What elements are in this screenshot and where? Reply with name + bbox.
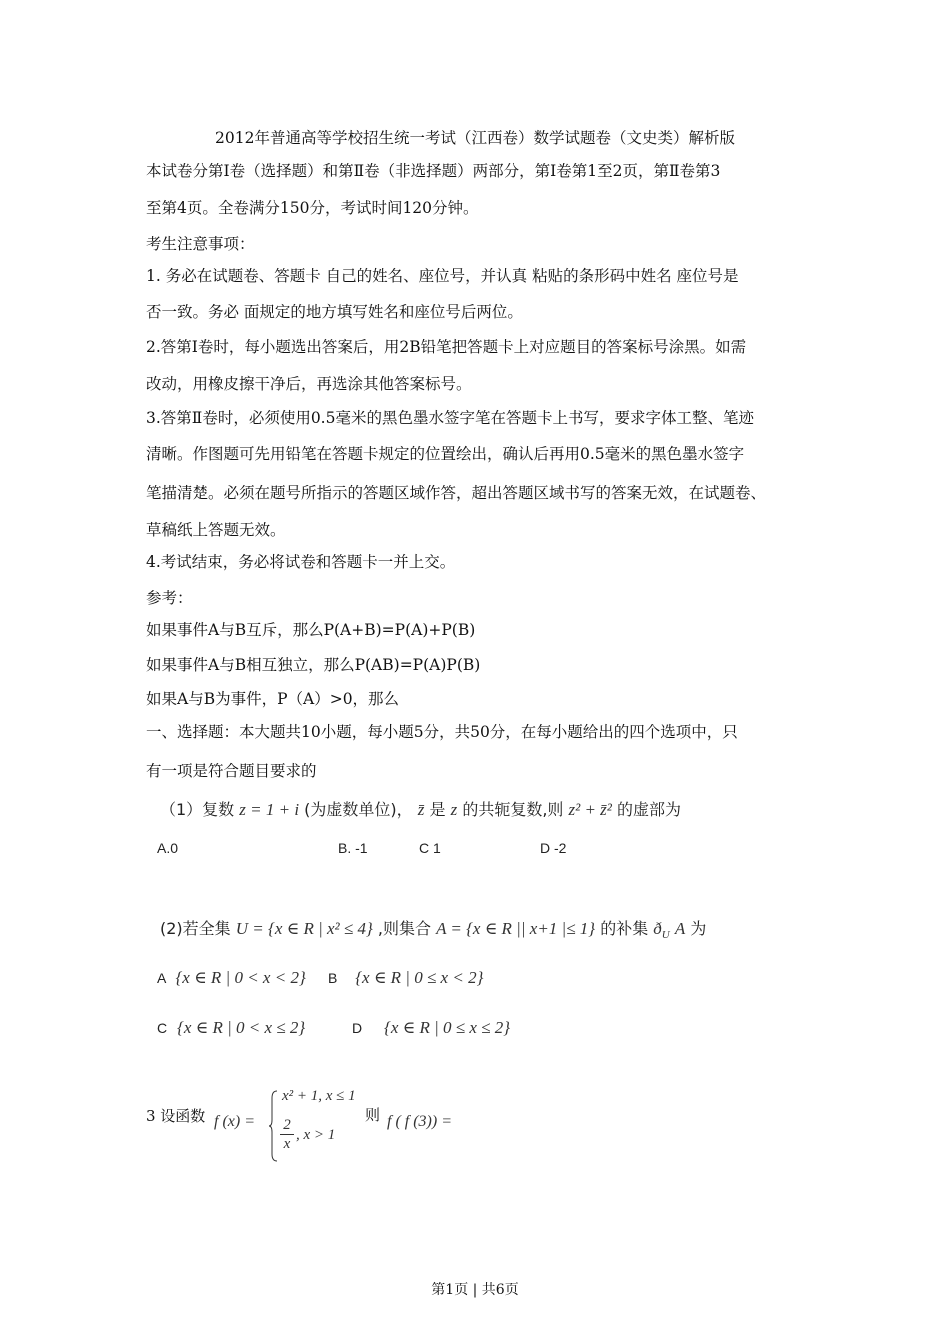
question-2	[160, 916, 706, 941]
q1-suffix: 的虚部为	[617, 800, 682, 819]
q3-then: 则	[365, 1106, 381, 1124]
q2-option-a-set: {x ∈ R | 0 < x < 2}	[175, 968, 306, 987]
q1-note: (为虚数单位)，	[304, 800, 413, 819]
q1-option-a: A.0	[157, 840, 179, 856]
q1-mid: 是	[429, 800, 446, 819]
q1-z-definition: z = 1 + i	[239, 800, 300, 819]
q2-option-c-label: C	[157, 1020, 168, 1036]
intro-line-2: 至第4页。全卷满分150分，考试时间120分钟。	[146, 199, 479, 217]
notice-line: 草稿纸上答题无效。	[146, 521, 286, 539]
q1-option-d: D -2	[540, 840, 567, 856]
q1-mid2: 的共轭复数,则	[462, 800, 564, 819]
q1-z: z	[450, 800, 458, 819]
q2-option-d	[352, 1018, 510, 1038]
reference-line: 如果A与B为事件，P（A）>0，那么	[146, 690, 400, 708]
notice-line: 笔描清楚。必须在题号所指示的答题区域作答，超出答题区域书写的答案无效，在试题卷、	[146, 484, 767, 502]
q2-option-a-label: A	[157, 970, 166, 986]
q1-expression: z² + z̄²	[568, 800, 612, 819]
q3-prefix: 3 设函数	[146, 1107, 206, 1125]
intro-line-1: 本试卷分第Ⅰ卷（选择题）和第Ⅱ卷（非选择题）两部分，第Ⅰ卷第1至2页，第Ⅱ卷第3	[146, 162, 721, 180]
q1-prefix: （1）复数	[160, 800, 235, 819]
q3-case-2-fraction	[280, 1116, 294, 1153]
page-footer: 第1页 | 共6页	[431, 1282, 519, 1298]
q1-zbar: z̄	[417, 800, 425, 819]
q3-case-2-denominator: x	[283, 1136, 291, 1152]
q2-complement-subscript: U	[661, 929, 670, 942]
q2-option-b	[328, 968, 483, 988]
section-heading: 一、选择题：本大题共10小题，每小题5分，共50分，在每小题给出的四个选项中，只	[146, 723, 738, 741]
notice-line: 否一致。务必 面规定的地方填写姓名和座位号后两位。	[146, 303, 523, 321]
q2-u-definition: U = {x ∈ R | x² ≤ 4}	[235, 919, 373, 938]
notice-line: 4.考试结束，务必将试卷和答题卡一并上交。	[146, 553, 456, 571]
q2-option-c	[157, 1018, 305, 1038]
q3-case-2-condition: , x > 1	[296, 1127, 336, 1143]
question-1	[160, 797, 681, 820]
q2-mid: ,则集合	[377, 919, 431, 938]
reference-line: 如果事件A与B相互独立，那么P(AB)=P(A)P(B)	[146, 656, 481, 674]
q3-expression: f ( f (3)) =	[387, 1113, 452, 1130]
notice-heading: 考生注意事项：	[146, 235, 255, 253]
q3-function-lhs: f (x) =	[214, 1113, 255, 1130]
reference-heading: 参考：	[146, 589, 193, 607]
q2-complement-symbol: ð	[653, 919, 662, 938]
notice-line: 清晰。作图题可先用铅笔在答题卡规定的位置绘出，确认后再用0.5毫米的黑色墨水签字	[146, 445, 745, 463]
q2-option-b-label: B	[328, 970, 338, 986]
q2-option-c-set: {x ∈ R | 0 < x ≤ 2}	[177, 1018, 306, 1037]
document-title: 2012年普通高等学校招生统一考试（江西卷）数学试题卷（文史类）解析版	[215, 129, 735, 147]
notice-line: 2.答第Ⅰ卷时，每小题选出答案后，用2B铅笔把答题卡上对应题目的答案标号涂黑。如需	[146, 338, 747, 356]
q2-complement-set: A	[674, 919, 686, 938]
section-heading-cont: 有一项是符合题目要求的	[146, 762, 317, 780]
q3-case-2-numerator: 2	[280, 1116, 294, 1135]
notice-line: 1. 务必在试题卷、答题卡 自己的姓名、座位号，并认真 粘贴的条形码中姓名 座位号是	[146, 267, 739, 285]
notice-line: 3.答第Ⅱ卷时，必须使用0.5毫米的黑色墨水签字笔在答题卡上书写，要求字体工整、笔迹	[146, 409, 754, 427]
q2-prefix: (2)若全集	[160, 919, 231, 938]
q3-piecewise-brace	[268, 1090, 278, 1162]
q2-a-definition: A = {x ∈ R || x+1 |≤ 1}	[436, 919, 596, 938]
q2-option-d-label: D	[352, 1020, 363, 1036]
q2-suffix: 为	[690, 919, 707, 938]
q2-option-b-set: {x ∈ R | 0 ≤ x < 2}	[355, 968, 484, 987]
q2-option-a	[157, 968, 306, 988]
q2-option-d-set: {x ∈ R | 0 ≤ x ≤ 2}	[384, 1018, 511, 1037]
q1-option-b: B. -1	[338, 840, 368, 856]
q1-option-c: C 1	[419, 840, 441, 856]
q2-mid2: 的补集	[600, 919, 649, 938]
reference-line: 如果事件A与B互斥，那么P(A+B)=P(A)+P(B)	[146, 621, 476, 639]
notice-line: 改动，用橡皮擦干净后，再选涂其他答案标号。	[146, 375, 472, 393]
q3-case-1: x² + 1, x ≤ 1	[282, 1088, 356, 1104]
